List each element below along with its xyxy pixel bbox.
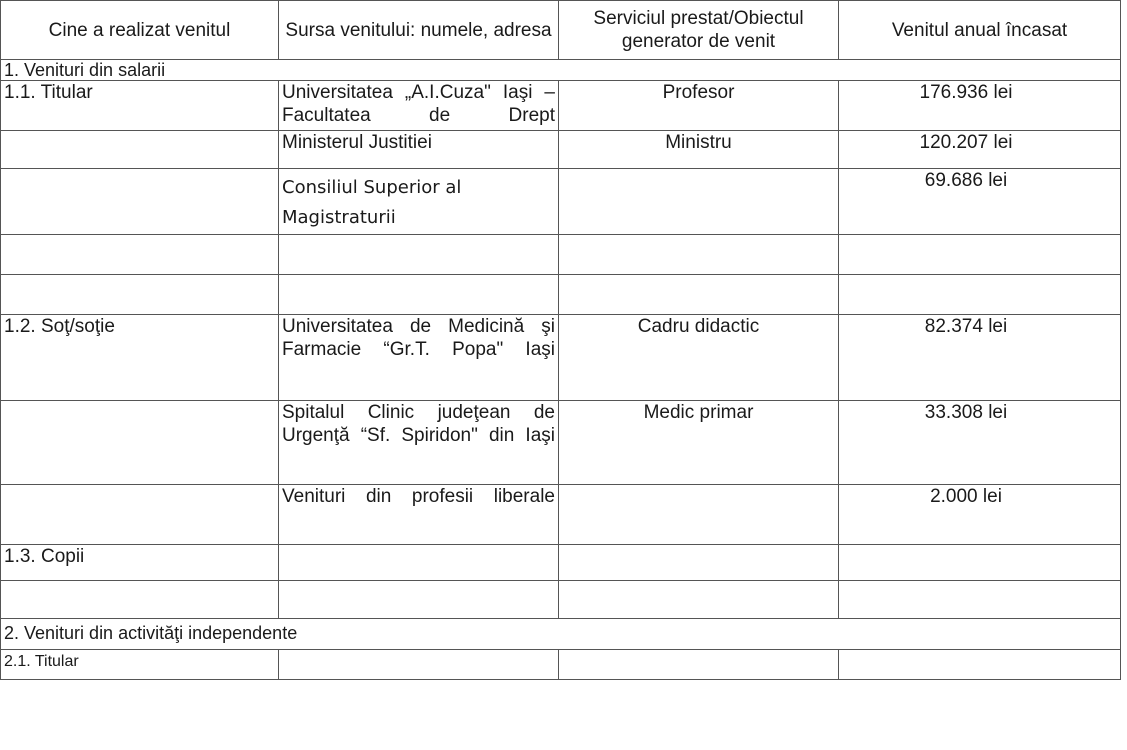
income-amount: 176.936 lei bbox=[839, 81, 1121, 131]
header-row bbox=[1, 1, 1121, 60]
income-source: Venituri din profesii liberale bbox=[279, 485, 559, 545]
table-row bbox=[1, 235, 1121, 275]
income-source: Ministerul Justitiei bbox=[279, 131, 559, 169]
section-row bbox=[1, 60, 1121, 81]
row-label-titular-2: 2.1. Titular bbox=[1, 650, 279, 680]
income-service: Medic primar bbox=[559, 401, 839, 485]
table-row bbox=[1, 401, 1121, 485]
income-service: Profesor bbox=[559, 81, 839, 131]
income-service bbox=[559, 169, 839, 235]
income-source: Consiliul Superior al Magistraturii bbox=[279, 169, 559, 235]
row-label-titular: 1.1. Titular bbox=[1, 81, 279, 131]
table-row bbox=[1, 169, 1121, 235]
table-row bbox=[1, 650, 1121, 680]
row-label-sot: 1.2. Soţ/soţie bbox=[1, 315, 279, 401]
table-row bbox=[1, 485, 1121, 545]
income-source: Universitatea de Medicină şi Farmacie “Gr.T. Popa" Iaşi bbox=[279, 315, 559, 401]
table-row bbox=[1, 581, 1121, 619]
header-amount: Venitul anual încasat bbox=[839, 1, 1121, 60]
table-row bbox=[1, 81, 1121, 131]
section-title: 2. Venituri din activităţi independente bbox=[1, 619, 1121, 650]
table-row bbox=[1, 131, 1121, 169]
income-amount: 2.000 lei bbox=[839, 485, 1121, 545]
header-who: Cine a realizat venitul bbox=[1, 1, 279, 60]
income-amount: 120.207 lei bbox=[839, 131, 1121, 169]
income-service: Ministru bbox=[559, 131, 839, 169]
section-row bbox=[1, 619, 1121, 650]
table-row bbox=[1, 315, 1121, 401]
header-source: Sursa venitului: numele, adresa bbox=[279, 1, 559, 60]
income-amount: 69.686 lei bbox=[839, 169, 1121, 235]
section-title: 1. Venituri din salarii bbox=[1, 60, 1121, 81]
table-row bbox=[1, 275, 1121, 315]
income-service: Cadru didactic bbox=[559, 315, 839, 401]
header-service: Serviciul prestat/Obiectul generator de venit bbox=[559, 1, 839, 60]
income-amount: 33.308 lei bbox=[839, 401, 1121, 485]
income-source: Spitalul Clinic judeţean de Urgenţă “Sf. Spiridon" din Iaşi bbox=[279, 401, 559, 485]
income-service bbox=[559, 485, 839, 545]
table-row bbox=[1, 545, 1121, 581]
row-label-copii: 1.3. Copii bbox=[1, 545, 279, 581]
income-amount: 82.374 lei bbox=[839, 315, 1121, 401]
income-source: Universitatea „A.I.Cuza" Iaşi – Facultatea de Drept bbox=[279, 81, 559, 131]
